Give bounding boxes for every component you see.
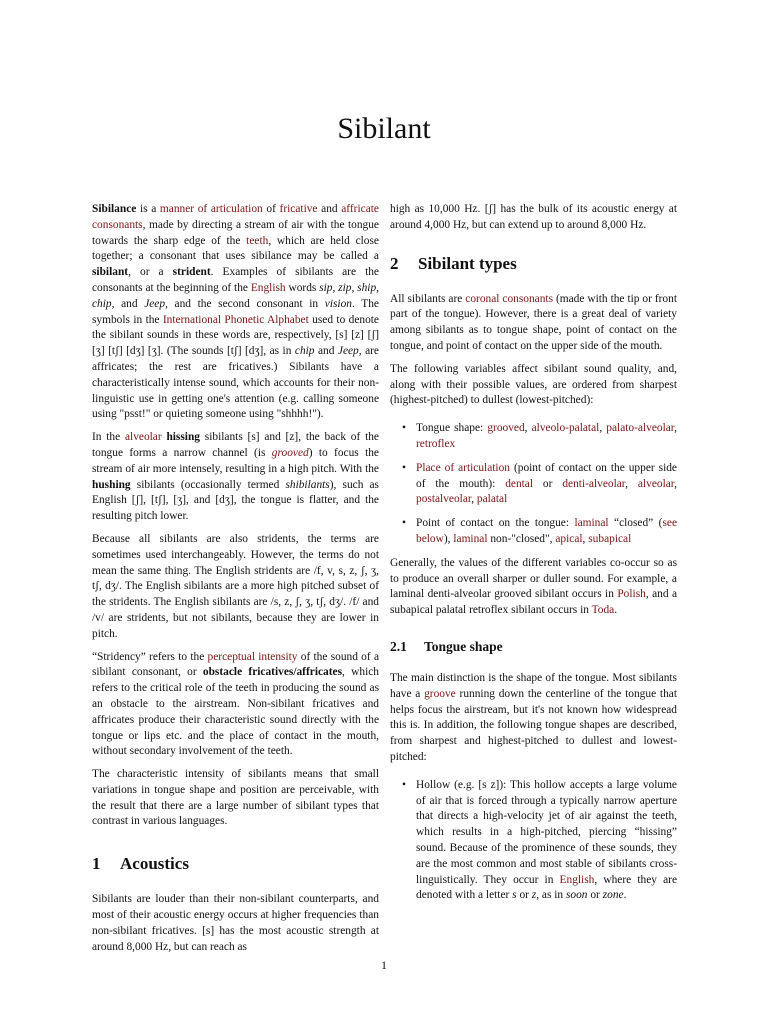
text: , — [582, 532, 589, 545]
text: , — [471, 493, 477, 506]
subsection-title: Tongue shape — [424, 638, 503, 654]
term-obstacle-fricatives: obstacle fricatives/affricates — [202, 666, 343, 679]
text: , made by directing a stream of air with the tongue towards the sharp edge of the — [92, 218, 379, 247]
example-zone: zone — [602, 889, 624, 902]
link-alveolar[interactable]: alveolar — [124, 431, 162, 444]
text: . The symbols in the — [92, 297, 379, 326]
text: . Examples of sibilants are the consonants at the beginning of the — [92, 266, 379, 294]
letter-z: z — [531, 889, 537, 902]
link-alveolo-palatal[interactable]: alveolo-palatal — [531, 422, 600, 435]
text: , are affricates; the rest are fricatives.) Sibilants have a characteristically intense sound, which accounts for their non-linguistic use in getting one's attention (e.g. calling someone using "psst!" or quieting someone using "shhhh!"). — [92, 345, 379, 421]
link-coronal-consonants[interactable]: coronal consonants — [465, 292, 554, 305]
paragraph-generally — [390, 556, 677, 619]
text: , and a subapical palatal retroflex sibilant occurs in — [390, 588, 677, 617]
list-item — [390, 778, 677, 904]
link-groove[interactable]: groove — [424, 687, 456, 700]
text: is a — [136, 203, 160, 215]
text: “closed” ( — [608, 517, 663, 530]
list-item — [390, 421, 677, 453]
link-grooved[interactable]: grooved — [271, 446, 309, 459]
variables-list — [390, 421, 677, 548]
text: , where they are denoted with a letter — [416, 873, 677, 902]
paragraph-variables: The following variables affect sibilant sound quality, and, along with their possible values, are ordered from sharpest (highest-pitched) to dullest (lowest-pitched): — [390, 362, 677, 407]
text: All sibilants are — [390, 292, 466, 305]
example-soon: soon — [565, 889, 588, 902]
example-vision: vision — [324, 297, 352, 310]
link-perceptual-intensity[interactable]: perceptual intensity — [207, 650, 298, 663]
link-english[interactable]: English — [559, 873, 595, 886]
link-dental[interactable]: dental — [505, 477, 534, 490]
link-ipa[interactable]: International Phonetic Alphabet — [162, 313, 309, 326]
text: used to denote the sibilant sounds in these words are, respectively, [s] [z] [ʃ] [ʒ] [tʃ] [dʒ] [ʒ]. (The sounds [tʃ] [dʒ], as in — [92, 313, 379, 358]
subsection-number: 2.1 — [390, 638, 407, 654]
link-place-of-articulation[interactable]: Place of articulation — [416, 461, 510, 474]
link-fricative[interactable]: fricative — [279, 203, 318, 215]
link-alveolar[interactable]: alveolar — [637, 477, 675, 490]
list-item — [390, 461, 677, 508]
text: and — [114, 297, 145, 310]
right-column — [390, 202, 677, 912]
link-retroflex[interactable]: retroflex — [416, 437, 456, 450]
text: sibilants [s] and [z], the back of the tongue forms a narrow channel (is — [92, 431, 379, 459]
text: sibilants (occasionally termed — [130, 478, 286, 491]
term-hushing: hushing — [92, 478, 131, 491]
text: In the — [92, 431, 125, 444]
section-title: Sibilant types — [418, 253, 517, 273]
paragraph-tongue-shape — [390, 671, 677, 766]
text: ), — [443, 532, 454, 545]
page-number: 1 — [381, 958, 387, 972]
link-laminal[interactable]: laminal — [574, 517, 609, 530]
example-jeep: Jeep — [144, 297, 166, 310]
example-jeep-2: Jeep — [337, 345, 359, 358]
section-number: 1 — [92, 854, 101, 874]
text: or — [533, 477, 563, 490]
link-see-below[interactable]: see below — [416, 517, 678, 545]
text: (made with the tip or front part of the tongue). However, there is a great deal of variety among sibilants as to tongue shape, point of contact on the tongue, and point of contact on the upper side of the mouth. — [390, 292, 677, 352]
link-teeth[interactable]: teeth — [246, 234, 269, 247]
paragraph-acoustics: Sibilants are louder than their non-sibilant counterparts, and most of their acoustic energy occurs at higher frequencies than non-sibilant fricatives. [s] has the most acoustic strength at around 8,000 Hz, but can reach as — [92, 893, 379, 953]
text: and — [317, 203, 342, 215]
example-chip: chip — [294, 345, 315, 358]
paragraph-intensity: The characteristic intensity of sibilants means that small variations in tongue shape and position are perceivable, with the result that there are a large number of sibilant types that contrast in various languages. — [92, 768, 379, 828]
text: words — [285, 281, 320, 294]
link-palato-alveolar[interactable]: palato-alveolar — [606, 422, 675, 435]
text: Tongue shape: — [416, 422, 488, 435]
text: , and the second consonant in — [165, 297, 325, 310]
term-strident: strident — [172, 266, 211, 279]
text: ), such as English [ʃ], [tʃ], [ʒ], and [dʒ], the tongue is flatter, and the resulting pitch lower. — [92, 478, 379, 523]
term-shibilants: shibilants — [285, 478, 330, 491]
paragraph-intro — [92, 202, 379, 423]
text: and — [314, 345, 338, 358]
link-subapical[interactable]: subapical — [588, 532, 632, 545]
text: , — [674, 422, 677, 435]
section-heading-acoustics — [92, 856, 379, 878]
paragraph-stridents: Because all sibilants are also stridents, the terms are sometimes used interchangeably. However, the terms do not mean the same thing. The English stridents are /f, v, s, z, ʃ, ʒ, tʃ, dʒ/. The English sibilants are a more high pitched subset of the stridents. The English sibilants are /s, z, ʃ, ʒ, tʃ, dʒ/. /f/ and /v/ are stridents, but not sibilants, because they are lower in pitch. — [92, 532, 379, 640]
text: of — [262, 203, 280, 215]
letter-s: s — [512, 889, 517, 902]
text: non-"closed", — [487, 532, 556, 545]
term-hissing: hissing — [166, 431, 200, 444]
text: Point of contact on the tongue: — [416, 517, 575, 530]
left-column — [92, 202, 379, 962]
link-palatal[interactable]: palatal — [476, 493, 508, 506]
text: The main distinction is the shape of the tongue. Most sibilants have a — [390, 671, 677, 700]
link-affricate-consonants[interactable]: affricate consonants — [92, 203, 379, 231]
term-sibilant: sibilant — [92, 266, 129, 279]
section-heading-sibilant-types — [390, 253, 677, 278]
link-apical[interactable]: apical — [555, 532, 583, 545]
page-title: Sibilant — [337, 112, 431, 145]
list-item — [390, 516, 677, 548]
text: , which are held close together; a consonant that uses sibilance may be called a — [92, 234, 379, 263]
subsection-heading-tongue-shape — [390, 639, 677, 659]
link-postalveolar[interactable]: postalveolar — [416, 493, 472, 506]
text: , — [674, 477, 677, 490]
text: “Stridency” refers to the — [92, 650, 208, 663]
text: , as in — [536, 889, 566, 902]
text: . — [614, 604, 618, 617]
text: or — [516, 889, 532, 902]
text: ) to focus the stream of air more intensely, resulting in a high pitch. With the — [92, 446, 379, 475]
paragraph-alveolar — [92, 430, 379, 525]
term-sibilance: Sibilance — [92, 203, 137, 215]
text: Generally, the values of the different variables co-occur so as to produce an overall sharper or duller sound. For example, a laminal denti-alveolar grooved sibilant occurs in — [390, 556, 677, 601]
text: of the sound of a sibilant consonant, or — [92, 650, 379, 679]
link-english[interactable]: English — [250, 281, 286, 294]
text: , or a — [128, 266, 173, 279]
example-words: sip, zip, ship, chip, — [92, 281, 379, 310]
link-polish[interactable]: Polish — [617, 588, 646, 601]
section-title: Acoustics — [120, 854, 189, 874]
paragraph-stridency — [92, 650, 379, 761]
link-denti-alveolar[interactable]: denti-alveolar — [562, 477, 626, 490]
text: or — [587, 889, 603, 902]
section-number: 2 — [390, 253, 399, 273]
text: , — [599, 422, 607, 435]
tongue-shape-list — [390, 778, 677, 904]
link-manner-of-articulation[interactable]: manner of articulation — [159, 203, 263, 215]
link-toda[interactable]: Toda — [591, 604, 615, 617]
text: Hollow (e.g. [s z]): This hollow accepts a large volume of air that is forced through a typically narrow aperture that directs a high-velocity jet of air against the teeth, which results in a high-pitched, piercing “hissing” sound. Because of the prominence of these sounds, they are the most common and most stable of sibilants cross-linguistically. They occur in — [416, 778, 677, 886]
text: running down the centerline of the tongue that helps focus the airstream, but it's not known how widespread this is. In addition, the following tongue shapes are described, from sharpest and highest-pitched to dullest and lowest-pitched: — [390, 687, 677, 763]
text: , — [625, 477, 638, 490]
paragraph-coronal — [390, 292, 677, 355]
paragraph-acoustics-cont: high as 10,000 Hz. [ʃ] has the bulk of its acoustic energy at around 4,000 Hz, but can extend up to around 8,000 Hz. — [390, 203, 677, 231]
text: . — [623, 889, 627, 902]
link-grooved[interactable]: grooved — [487, 422, 525, 435]
text: , — [524, 422, 532, 435]
text: , which refers to the critical role of the teeth in producing the sound as an obstacle to the airstream. Non-sibilant fricatives and affricates produce their characteristic sound directly with the tongue or lips etc. and the place of contact in the mouth, without secondary involvement of the teeth. — [92, 666, 379, 758]
link-laminal-2[interactable]: laminal — [453, 532, 488, 545]
text: (point of contact on the upper side of the mouth): — [416, 461, 677, 490]
